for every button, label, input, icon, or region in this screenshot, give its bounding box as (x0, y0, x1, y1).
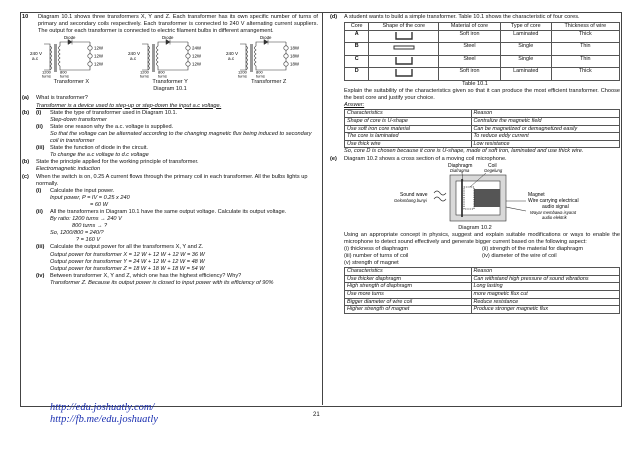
primary-turns-label: 1200 (238, 69, 247, 75)
answer-text: Transformer Z. Because its output power is closed to input power with its efficiency of 90% (50, 279, 274, 286)
table-row (345, 133, 620, 141)
ac-label: a.c (130, 56, 137, 62)
answer-text: Input power, P = IV = 0.25 x 240 (50, 194, 130, 201)
part-label: (b) (22, 159, 30, 166)
transformer-core (54, 44, 57, 72)
magnet-pole (474, 189, 500, 207)
bulb-power-label: 12W (192, 53, 202, 59)
table-cell: Higher strength of magnet (345, 306, 472, 314)
label-sound-wave: Sound wave (400, 191, 428, 198)
secondary-turns-label: 800 (60, 69, 67, 75)
turns-label: turns (256, 73, 265, 79)
ac-label: a.c (228, 56, 235, 62)
footer-link[interactable]: http://fb.me/edu.joshuatly (50, 414, 158, 425)
table-cell: Thin (551, 55, 619, 68)
table-row (345, 275, 620, 283)
supply-label: 240 V (128, 51, 141, 57)
table-cell: Laminated (500, 68, 551, 81)
table-cell: A (345, 30, 369, 43)
core-shape-cell (369, 30, 439, 43)
bulb-icon (88, 46, 92, 50)
primary-turns-label: 1200 (140, 69, 149, 75)
u-shape-core-icon (390, 31, 418, 40)
label-diafragma: Diafragma (450, 167, 470, 173)
table-cell: Use thicker diaphragm (345, 275, 472, 283)
bulb-icon (284, 62, 288, 66)
label-diaphragm: Diaphragm (448, 162, 473, 169)
table-row (345, 43, 620, 56)
microphone-diagram (330, 163, 620, 225)
table-cell: Use thick wire (345, 140, 472, 148)
bulb-icon (186, 46, 190, 50)
transformer-name: Transformer Z (251, 79, 287, 86)
label-sound-wave-ms: Gelombang bunyi (394, 197, 427, 203)
table-header: Reason (471, 110, 620, 118)
subpart-label: (ii) (36, 208, 43, 215)
table-header: Material of core (439, 23, 501, 31)
question-text: State the principle applied for the working principle of transformer. (36, 159, 199, 166)
table-cell: High strength of diaphragm (345, 283, 472, 291)
table-cell: Single (500, 43, 551, 56)
table-cell: Thick (551, 30, 619, 43)
table-row (345, 118, 620, 126)
answer-conclusion: So, core D is chosen because it core is U-shape, made of soft iron, laminated and use thick wire. (344, 148, 584, 155)
turns-label: turns (42, 73, 51, 79)
diode-icon (264, 40, 268, 45)
table-cell: Long lasting (471, 283, 620, 291)
secondary-coil (157, 46, 159, 66)
bulb-power-label: 12W (94, 61, 104, 67)
secondary-turns-label: 800 (256, 69, 263, 75)
answer-table-d (344, 109, 620, 148)
answer-text: ? = 160 V (76, 237, 101, 244)
table-cell: C (345, 55, 369, 68)
ac-label: a.c (32, 56, 39, 62)
supply-label: 240 V (30, 51, 43, 57)
table-cell: D (345, 68, 369, 81)
question-text: Calculate the input power. (50, 187, 115, 194)
secondary-coil (255, 46, 257, 66)
primary-wire (44, 44, 50, 70)
question-text: State the function of diode in the circuit. (50, 145, 148, 152)
sound-wave-icon (434, 191, 446, 201)
bulb-power-label: 12W (94, 53, 104, 59)
secondary-wire (158, 42, 188, 70)
diode-label: Diode (260, 36, 272, 41)
question-number: 10 (22, 14, 29, 20)
table-header: Core (345, 23, 369, 31)
question-text: All the transformers in Diagram 10.1 have the same output voltage. Calculate its output voltage. (50, 208, 287, 215)
question-text: A student wants to build a simple transformer. Table 10.1 shows the characteristic of four cores. (344, 14, 580, 20)
transformer-names (22, 79, 318, 86)
table-row (345, 290, 620, 298)
turns-label: turns (140, 73, 149, 79)
aspect-item: (iv) diameter of the wire of coil (482, 252, 557, 259)
subpart-label: (ii) (36, 123, 43, 130)
label-wire: Wire carrying electrical (528, 197, 579, 204)
bulb-power-label: 18W (290, 61, 300, 67)
secondary-wire (256, 42, 286, 70)
table-cell: Use more turns (345, 290, 472, 298)
table-cell: Bigger diameter of wire coil (345, 298, 472, 306)
bulb-power-label: 12W (192, 61, 202, 67)
primary-turns-label: 1200 (42, 69, 51, 75)
table-header: Thickness of wire (551, 23, 619, 31)
diagram-10-1 (22, 36, 318, 78)
u-shape-core-icon (390, 56, 418, 65)
aspect-item: (iii) number of turns of coil (344, 252, 409, 259)
question-text: When the switch is on, 0.25 A current flows through the primary coil in each transformer. All the bulbs lights up normally. (36, 173, 308, 187)
table-cell: Low resistance (471, 140, 620, 148)
core-shape-cell (369, 55, 439, 68)
table-cell: Centralize the magnetic field (471, 118, 620, 126)
aspect-item: (i) thickness of diaphragm (344, 245, 409, 252)
column-divider (322, 12, 323, 405)
answer-text: = 60 W (90, 201, 108, 208)
secondary-coil (59, 46, 61, 66)
core-shape-cell (369, 68, 439, 81)
answer-text: Output power for transformer Y = 24 W + 12 W + 12 W = 48 W (50, 258, 205, 265)
part-label: (c) (22, 173, 29, 180)
primary-coil (246, 46, 248, 70)
question-text: State the type of transformer used in Diagram 10.1. (50, 109, 178, 116)
bulb-icon (186, 54, 190, 58)
transformer-name: Transformer X (53, 79, 90, 86)
table-cell: Can be magnetized or demagnetized easily (471, 125, 620, 133)
secondary-turns-label: 800 (158, 69, 165, 75)
table-row (345, 283, 620, 291)
table-row (345, 140, 620, 148)
table-header-row (345, 23, 620, 31)
question-text: Diagram 10.2 shows a cross section of a moving coil microphone. (344, 155, 507, 162)
table-header: Shape of the core (369, 23, 439, 31)
subpart-label: (iii) (36, 244, 45, 251)
transformer-core (250, 44, 253, 72)
answer-text: To change the a.c voltage to d.c voltage (50, 152, 149, 159)
table-row (345, 30, 620, 43)
table-row (345, 306, 620, 314)
bulb-icon (284, 46, 288, 50)
bulb-icon (284, 54, 288, 58)
primary-coil (148, 46, 150, 70)
answer-text: Electromagnetic induction (36, 166, 101, 173)
table-cell: Steel (439, 55, 501, 68)
question-text: Between transformer X, Y and Z, which one has the highest efficiency? Why? (50, 272, 242, 279)
table-cell: Shape of core is U-shape (345, 118, 472, 126)
label-wire-2: audio signal (542, 203, 569, 210)
label-wire-ms: Wayar membawa isyarat (530, 209, 576, 215)
bulb-icon (88, 62, 92, 66)
label-coil: Coil (488, 162, 497, 169)
subpart-label: (i) (36, 187, 42, 194)
bulb-power-label: 18W (290, 53, 300, 59)
bulb-icon (186, 62, 190, 66)
answer-text: Step-down transformer (50, 116, 107, 123)
table-cell: Can withstand high pressure of sound vibrations (471, 275, 620, 283)
part-label: (b) (22, 109, 30, 116)
subpart-label: (iv) (36, 272, 45, 279)
turns-label: turns (158, 73, 167, 79)
bulb-icon (88, 54, 92, 58)
label-gegelung: Gegelung (484, 167, 503, 173)
transformer-core (152, 44, 155, 72)
bulb-power-label: 24W (192, 45, 202, 51)
turns-label: turns (238, 73, 247, 79)
table-cell: Produce stronger magnetic flux (471, 306, 620, 314)
u-shape-core-icon (390, 68, 418, 77)
question-text: Using an appropriate concept in physics, suggest and explain suitable modifications or ways to enable the microphone to detect sound effectively and generate bigger current based on the following aspect: (344, 231, 620, 245)
table-cell: more magnetic flux cut (471, 290, 620, 298)
footer-links (50, 402, 158, 426)
aspect-item: (v) strength of magnet (344, 260, 399, 267)
left-column (22, 14, 318, 287)
table-cell: Soft iron (439, 30, 501, 43)
turns-label: turns (60, 73, 69, 79)
table-cell: B (345, 43, 369, 56)
table-cell: Laminated (500, 30, 551, 43)
table-header: Type of core (500, 23, 551, 31)
subpart-label: (i) (36, 109, 42, 116)
answer-text: 800 turns → ? (72, 223, 108, 230)
footer-link[interactable]: http://edu.joshuatly.com/ (50, 402, 155, 413)
table-cell: Steel (439, 43, 501, 56)
diagram-caption: Diagram 10.1 (153, 86, 187, 93)
diode-label: Diode (162, 36, 174, 41)
bulb-power-label: 12W (94, 45, 104, 51)
bulb-power-label: 18W (290, 45, 300, 51)
core-table (344, 22, 620, 81)
table-header-row (345, 268, 620, 276)
primary-wire (240, 44, 246, 70)
diode-icon (68, 40, 72, 45)
table-row (345, 55, 620, 68)
bar-core-icon (390, 43, 418, 52)
core-shape-cell (369, 43, 439, 56)
table-cell: Thick (551, 68, 619, 81)
table-cell: Use soft iron core material (345, 125, 472, 133)
question-intro: Diagram 10.1 shows three transformers X, Y and Z. Each transformer has its own specific number of turns of primary and secondary coils respectively. Each transformer is connected to 240 V alternating current suppliers. The output for each transformer is connected to electric filament bulbs in different arrangement. (38, 14, 318, 35)
diode-label: Diode (64, 36, 76, 41)
secondary-wire (60, 42, 90, 70)
supply-label: 240 V (226, 51, 239, 57)
answer-text: Transformer is a device used to step-up or step-down the input a.c voltage. (36, 102, 222, 109)
transformer-name: Transformer Y (152, 79, 188, 86)
answer-text: So, 1200/800 = 240/? (50, 230, 104, 237)
table-cell: To reduce eddy current (471, 133, 620, 141)
answer-text: So that the voltage can be alternated according to the changing magnetic flux being induced to secondary coil in transformer (50, 130, 312, 145)
diagram-caption: Diagram 10.2 (458, 224, 492, 231)
table-header: Characteristics (345, 110, 472, 118)
question-text: Calculate the output power for all the transformers X, Y and Z. (50, 244, 204, 251)
primary-coil (50, 46, 52, 70)
table-row (345, 68, 620, 81)
primary-wire (142, 44, 148, 70)
answer-text: Output power for transformer X = 12 W + 12 W + 12 W = 36 W (50, 251, 205, 258)
table-cell: The core is laminated (345, 133, 472, 141)
question-text: What is transformer? (36, 95, 88, 102)
part-label: (e) (330, 155, 337, 162)
part-label: (a) (22, 95, 29, 102)
table-row (345, 298, 620, 306)
page-number: 21 (313, 412, 320, 418)
subpart-label: (iii) (36, 145, 45, 152)
answer-text: By ratio: 1200 turns → 240 V (50, 216, 122, 223)
answer-table-e (344, 267, 620, 314)
aspect-item: (ii) strength of the material for diaphragm (482, 245, 584, 252)
table-header-row (345, 110, 620, 118)
table-cell: Soft iron (439, 68, 501, 81)
right-column (330, 14, 620, 314)
diagram-10-2 (330, 163, 620, 225)
answer-label: Answer: (344, 102, 365, 109)
table-cell: Reduce resistance (471, 298, 620, 306)
table-cell: Single (500, 55, 551, 68)
table-row (345, 125, 620, 133)
question-text: State one reason why the a.c. voltage is supplied. (50, 123, 174, 130)
table-header: Reason (471, 268, 620, 276)
table-cell: Thin (551, 43, 619, 56)
label-wire-ms-2: audio elektrik (542, 214, 567, 220)
label-magnet: Magnet (528, 191, 545, 198)
diode-icon (166, 40, 170, 45)
table-header: Characteristics (345, 268, 472, 276)
question-text: Explain the suitability of the characteristics given so that it can produce the most efficient transformer. Choose the best core and justify your choice. (344, 88, 620, 102)
table-caption: Table 10.1 (462, 81, 488, 88)
part-label: (d) (330, 14, 338, 20)
answer-text: Output power for transformer Z = 18 W + 18 W + 18 W = 54 W (50, 265, 205, 272)
